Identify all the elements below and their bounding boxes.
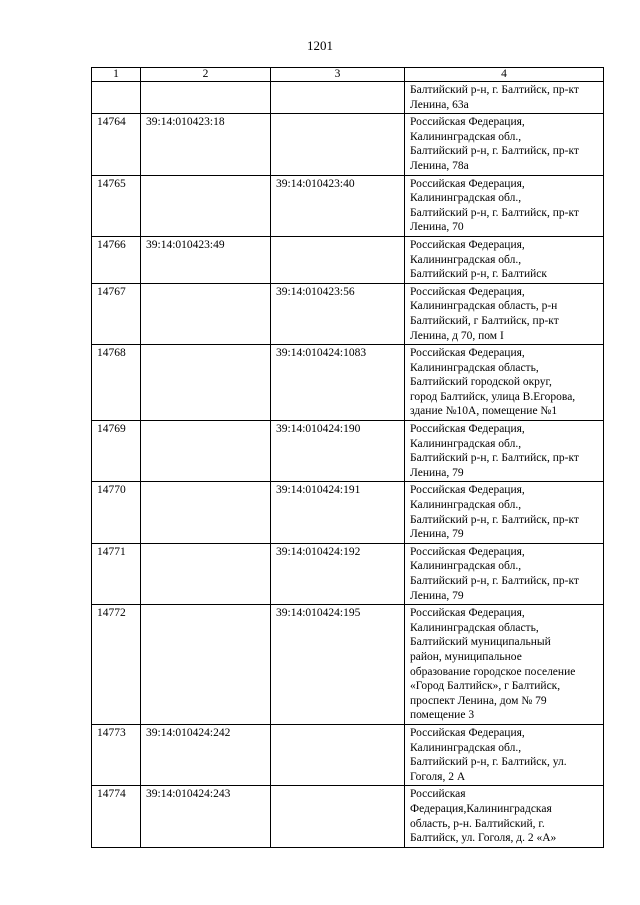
address-line: Ленина, 79 bbox=[410, 528, 464, 541]
table-row bbox=[92, 421, 604, 482]
address-cell bbox=[405, 543, 604, 604]
address-line: Балтийский р-н, г. Балтийск, пр-кт bbox=[410, 84, 579, 96]
address-line: Калининградская обл., bbox=[410, 253, 522, 266]
cadastral-number-cell bbox=[141, 482, 271, 543]
address-line: Ленина, д 70, пом I bbox=[410, 329, 504, 342]
row-number-cell: 14771 bbox=[92, 543, 141, 604]
row-number-cell: 14765 bbox=[92, 175, 141, 236]
row-number-cell: 14767 bbox=[92, 283, 141, 344]
address-cell bbox=[405, 786, 604, 847]
address-line: Калининградская обл., bbox=[410, 499, 522, 512]
row-number-cell bbox=[92, 82, 141, 114]
address-line: Калининградская обл., bbox=[410, 192, 522, 205]
address-line: Федерация,Калининградская bbox=[410, 802, 552, 815]
object-number-cell: 39:14:010424:1083 bbox=[271, 345, 405, 421]
address-line: образование городское поселение bbox=[410, 665, 576, 678]
address-line: Ленина, 79 bbox=[410, 466, 464, 479]
object-number-cell bbox=[271, 114, 405, 175]
address-cell bbox=[405, 236, 604, 283]
address-line: Калининградская область, bbox=[410, 361, 539, 374]
address-line: Балтийский р-н, г. Балтийск, пр-кт bbox=[410, 206, 579, 219]
row-number-cell: 14769 bbox=[92, 421, 141, 482]
address-cell bbox=[405, 482, 604, 543]
table-row bbox=[92, 175, 604, 236]
object-number-cell bbox=[271, 82, 405, 114]
address-line: город Балтийск, улица В.Егорова, bbox=[410, 390, 576, 403]
address-cell bbox=[405, 724, 604, 785]
header-col-2: 2 bbox=[141, 68, 271, 82]
row-number-cell: 14773 bbox=[92, 724, 141, 785]
table-row bbox=[92, 786, 604, 847]
row-number-cell: 14770 bbox=[92, 482, 141, 543]
address-line: Российская Федерация, bbox=[410, 238, 525, 251]
address-line: «Город Балтийск», г Балтийск, bbox=[410, 680, 561, 693]
address-cell bbox=[405, 345, 604, 421]
address-line: Российская bbox=[410, 788, 466, 801]
object-number-cell: 39:14:010423:40 bbox=[271, 175, 405, 236]
address-line: Ленина, 78а bbox=[410, 159, 469, 172]
object-number-cell bbox=[271, 786, 405, 847]
cadastral-number-cell: 39:14:010423:18 bbox=[141, 114, 271, 175]
cadastral-number-cell bbox=[141, 605, 271, 725]
address-line: Калининградская обл., bbox=[410, 741, 522, 754]
table-row bbox=[92, 114, 604, 175]
object-number-cell: 39:14:010424:192 bbox=[271, 543, 405, 604]
address-line: Российская Федерация, bbox=[410, 545, 525, 558]
address-line: Балтийский р-н, г. Балтийск, ул. bbox=[410, 756, 567, 769]
address-line: Калининградская обл., bbox=[410, 437, 522, 450]
address-line: Балтийский муниципальный bbox=[410, 636, 551, 649]
address-cell bbox=[405, 605, 604, 725]
cadastral-number-cell bbox=[141, 421, 271, 482]
address-line: Балтийский р-н, г. Балтийск, пр-кт bbox=[410, 452, 579, 465]
address-line: Российская Федерация, bbox=[410, 285, 525, 298]
address-line: Калининградская область, р-н bbox=[410, 300, 558, 313]
table-row bbox=[92, 345, 604, 421]
address-line: Калининградская обл., bbox=[410, 130, 522, 143]
address-line: проспект Ленина, дом № 79 bbox=[410, 694, 547, 707]
address-line: Балтийск, ул. Гоголя, д. 2 «А» bbox=[410, 832, 557, 845]
object-number-cell: 39:14:010424:195 bbox=[271, 605, 405, 725]
address-line: Балтийский р-н, г. Балтийск, пр-кт bbox=[410, 513, 579, 526]
table-row bbox=[92, 283, 604, 344]
address-line: Российская Федерация, bbox=[410, 484, 525, 497]
object-number-cell: 39:14:010424:191 bbox=[271, 482, 405, 543]
table-header bbox=[92, 68, 604, 82]
cadastral-number-cell: 39:14:010424:243 bbox=[141, 786, 271, 847]
cadastral-number-cell: 39:14:010423:49 bbox=[141, 236, 271, 283]
page-number: 1201 bbox=[307, 38, 333, 53]
address-line: район, муниципальное bbox=[410, 650, 522, 663]
address-line: Российская Федерация, bbox=[410, 116, 525, 129]
table-row bbox=[92, 724, 604, 785]
address-cell bbox=[405, 175, 604, 236]
address-line: Балтийский р-н, г. Балтийск, пр-кт bbox=[410, 575, 579, 587]
address-line: область, р-н. Балтийский, г. bbox=[410, 817, 545, 830]
address-line: Калининградская обл., bbox=[410, 560, 522, 573]
address-line: Балтийский, г Балтийск, пр-кт bbox=[410, 314, 559, 327]
address-line: Российская Федерация, bbox=[410, 726, 525, 739]
table-body bbox=[92, 82, 604, 848]
address-cell bbox=[405, 283, 604, 344]
cadastral-number-cell bbox=[141, 345, 271, 421]
table-row bbox=[92, 543, 604, 604]
row-number-cell: 14774 bbox=[92, 786, 141, 847]
table-row bbox=[92, 236, 604, 283]
object-number-cell: 39:14:010423:56 bbox=[271, 283, 405, 344]
table-row bbox=[92, 605, 604, 725]
row-number-cell: 14768 bbox=[92, 345, 141, 421]
address-line: здание №10А, помещение №1 bbox=[410, 405, 558, 418]
address-line: Российская Федерация, bbox=[410, 423, 525, 436]
cadastral-number-cell bbox=[141, 543, 271, 604]
address-line: Российская Федерация, bbox=[410, 607, 525, 620]
cadastral-number-cell bbox=[141, 82, 271, 114]
cadastral-number-cell bbox=[141, 283, 271, 344]
address-line: помещение 3 bbox=[410, 709, 475, 722]
address-line: Балтийский р-н, г. Балтийск bbox=[410, 268, 547, 281]
address-line: Российская Федерация, bbox=[410, 347, 525, 360]
address-line: Гоголя, 2 А bbox=[410, 770, 466, 783]
row-number-cell: 14764 bbox=[92, 114, 141, 175]
row-number-cell: 14772 bbox=[92, 605, 141, 725]
address-line: Ленина, 63а bbox=[410, 98, 469, 111]
address-line: Калининградская область, bbox=[410, 621, 539, 634]
row-number-cell: 14766 bbox=[92, 236, 141, 283]
address-line: Балтийский городской округ, bbox=[410, 376, 552, 389]
table-row bbox=[92, 82, 604, 114]
address-line: Ленина, 70 bbox=[410, 221, 464, 234]
object-number-cell: 39:14:010424:190 bbox=[271, 421, 405, 482]
registry-table bbox=[91, 67, 604, 848]
header-col-3: 3 bbox=[271, 68, 405, 82]
address-cell bbox=[405, 114, 604, 175]
address-cell bbox=[405, 82, 604, 114]
cadastral-number-cell bbox=[141, 175, 271, 236]
address-cell bbox=[405, 421, 604, 482]
header-col-1: 1 bbox=[92, 68, 141, 82]
object-number-cell bbox=[271, 236, 405, 283]
table-row bbox=[92, 482, 604, 543]
header-col-4: 4 bbox=[405, 68, 604, 82]
address-line: Российская Федерация, bbox=[410, 177, 525, 190]
address-line: Ленина, 79 bbox=[410, 589, 464, 602]
cadastral-number-cell: 39:14:010424:242 bbox=[141, 724, 271, 785]
header-row bbox=[92, 68, 604, 82]
object-number-cell bbox=[271, 724, 405, 785]
address-line: Балтийский р-н, г. Балтийск, пр-кт bbox=[410, 145, 579, 158]
